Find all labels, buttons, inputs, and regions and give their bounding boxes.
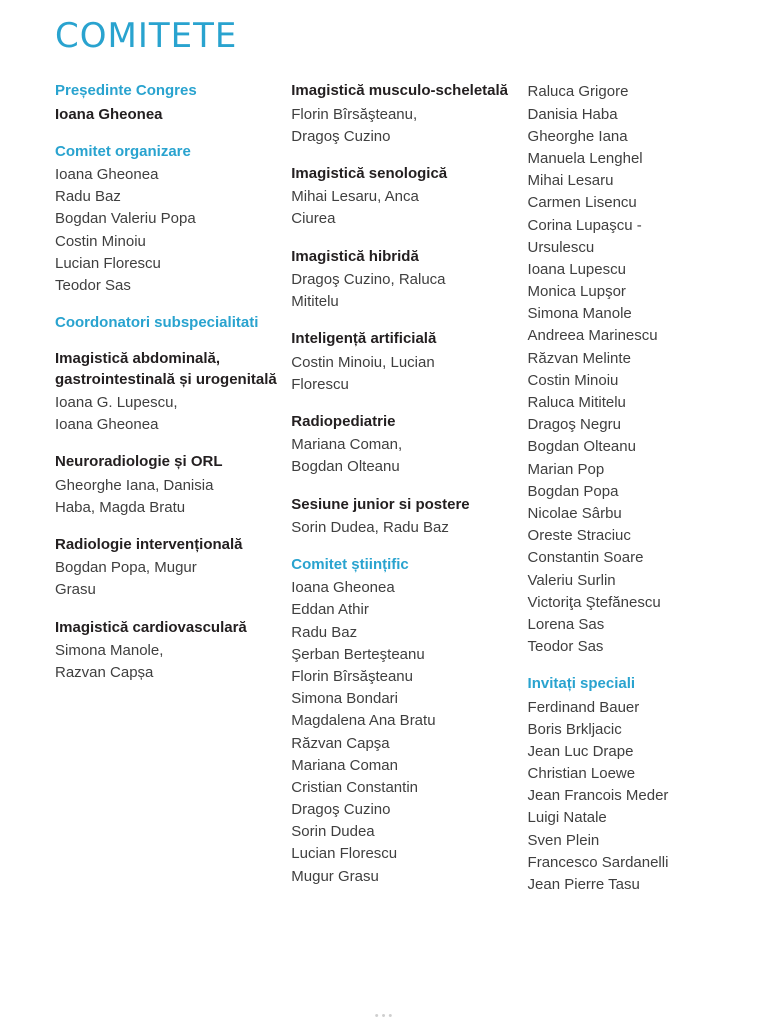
section-names xyxy=(291,186,513,230)
section-comitet-stiintific-continued xyxy=(528,81,730,658)
list-item: Bogdan Olteanu xyxy=(527,438,636,456)
list-item: Jean Pierre Tasu xyxy=(527,876,640,894)
list-item: Radu Baz xyxy=(55,188,121,206)
section-imagistica-abdominala xyxy=(55,349,277,436)
list-item: Sven Plein xyxy=(527,831,600,849)
section-heading: Sesiune junior si postere xyxy=(291,495,470,513)
list-item: Simona Bondari xyxy=(291,690,398,708)
list-item: Corina Lupaşcu - xyxy=(527,216,642,234)
section-heading: Imagistică senologică xyxy=(291,165,448,183)
section-heading: Radiologie intervențională xyxy=(55,535,243,553)
list-item: Radu Baz xyxy=(291,623,358,641)
list-item: Bogdan Popa, Mugur xyxy=(55,559,197,577)
column-left xyxy=(55,81,291,684)
list-item: Mititelu xyxy=(291,293,339,311)
list-item: Nicolae Sârbu xyxy=(527,504,622,522)
section-names xyxy=(291,434,513,478)
list-item: Ferdinand Bauer xyxy=(527,698,640,716)
list-item: Bogdan Valeriu Popa xyxy=(55,210,196,228)
list-item: Raluca Mititelu xyxy=(527,394,626,412)
section-names xyxy=(528,81,730,658)
columns-container xyxy=(55,81,730,896)
list-item: Ioana G. Lupescu, xyxy=(55,393,178,411)
list-item: Teodor Sas xyxy=(55,277,131,295)
list-item: Valeriu Surlin xyxy=(527,571,616,589)
list-item: Dragoş Cuzino xyxy=(291,127,391,145)
list-item: Costin Minoiu xyxy=(55,232,146,250)
list-item: Magdalena Ana Bratu xyxy=(291,712,436,730)
list-item: Boris Brkljacic xyxy=(527,720,622,738)
list-item: Marian Pop xyxy=(527,460,605,478)
column-middle xyxy=(291,81,527,887)
page-title: COMITETE xyxy=(55,16,238,56)
list-item: Simona Manole xyxy=(527,305,632,323)
list-item: Dragoş Cuzino, Raluca xyxy=(291,270,446,288)
section-invitati-speciali xyxy=(528,674,730,896)
list-item: Bogdan Olteanu xyxy=(291,458,400,476)
section-heading: Comitet științific xyxy=(291,555,409,573)
section-neuroradiologie-orl xyxy=(55,452,277,519)
section-presedinte-congres xyxy=(55,81,277,125)
section-heading: Invitați speciali xyxy=(527,675,636,693)
section-names xyxy=(291,577,513,888)
section-heading: Președinte Congres xyxy=(55,82,197,100)
list-item: Dragoş Cuzino xyxy=(291,801,391,819)
list-item: Mihai Lesaru xyxy=(527,172,614,190)
section-names xyxy=(55,164,277,297)
section-inteligenta-artificiala xyxy=(291,329,513,396)
list-item: Ursulescu xyxy=(527,238,595,256)
list-item: Florin Bîrsăşteanu xyxy=(291,667,413,685)
section-names xyxy=(55,104,277,126)
list-item: Florescu xyxy=(291,375,349,393)
footer-mark: ••• xyxy=(374,1010,396,1022)
list-item: Andreea Marinescu xyxy=(527,327,658,345)
section-heading: Coordonatori subspecialitati xyxy=(55,314,259,332)
section-names xyxy=(291,352,513,396)
section-imagistica-senologica xyxy=(291,164,513,231)
list-item: Bogdan Popa xyxy=(527,482,619,500)
list-item: Ioana Gheonea xyxy=(291,579,395,597)
section-imagistica-cardiovasculara xyxy=(55,618,277,685)
list-item: Mariana Coman xyxy=(291,756,398,774)
list-item: Christian Loewe xyxy=(527,765,636,783)
list-item: Ciurea xyxy=(291,210,336,228)
list-item: Raluca Grigore xyxy=(527,83,629,101)
list-item: Haba, Magda Bratu xyxy=(55,498,186,516)
section-names xyxy=(55,640,277,684)
section-comitet-organizare xyxy=(55,142,277,297)
section-radiologie-interventionala xyxy=(55,535,277,602)
list-item: Victoriţa Ştefănescu xyxy=(527,593,661,611)
list-item: Carmen Lisencu xyxy=(527,194,637,212)
column-right xyxy=(528,81,730,896)
list-item: Mugur Grasu xyxy=(291,867,379,885)
list-item: Ioana Gheonea xyxy=(55,166,159,184)
section-radiopediatrie xyxy=(291,412,513,479)
list-item: Constantin Soare xyxy=(527,549,644,567)
section-names xyxy=(55,475,277,519)
list-item: Gheorghe Iana, Danisia xyxy=(55,476,214,494)
section-names xyxy=(291,269,513,313)
section-heading: Imagistică abdominală, gastrointestinală și urogenitală xyxy=(55,350,277,388)
list-item: Sorin Dudea, Radu Baz xyxy=(291,518,449,536)
list-item: Ioana Gheonea xyxy=(55,105,163,123)
section-heading: Imagistică musculo-scheletală xyxy=(291,82,509,100)
section-names xyxy=(528,697,730,897)
list-item: Simona Manole, xyxy=(55,641,164,659)
list-item: Dragoş Negru xyxy=(527,416,621,434)
list-item: Costin Minoiu xyxy=(527,371,619,389)
section-names xyxy=(55,392,277,436)
list-item: Oreste Straciuc xyxy=(527,527,631,545)
list-item: Costin Minoiu, Lucian xyxy=(291,353,435,371)
list-item: Teodor Sas xyxy=(527,638,604,656)
list-item: Danisia Haba xyxy=(527,105,618,123)
list-item: Lucian Florescu xyxy=(291,845,398,863)
section-sesiune-junior-postere xyxy=(291,495,513,539)
section-heading: Radiopediatrie xyxy=(291,412,396,430)
list-item: Monica Lupşor xyxy=(527,283,626,301)
list-item: Razvan Capșa xyxy=(55,664,154,682)
list-item: Şerban Berteşteanu xyxy=(291,645,425,663)
section-heading: Neuroradiologie și ORL xyxy=(55,453,223,471)
section-heading: Imagistică hibridă xyxy=(291,247,419,265)
list-item: Răzvan Capşa xyxy=(291,734,390,752)
list-item: Ioana Lupescu xyxy=(527,260,626,278)
list-item: Cristian Constantin xyxy=(291,778,418,796)
section-imagistica-musculo-scheletala xyxy=(291,81,513,148)
list-item: Gheorghe Iana xyxy=(527,127,628,145)
list-item: Manuela Lenghel xyxy=(527,149,643,167)
section-heading: Inteligență artificială xyxy=(291,330,437,348)
section-heading: Comitet organizare xyxy=(55,142,191,160)
list-item: Grasu xyxy=(55,581,96,599)
list-item: Mihai Lesaru, Anca xyxy=(291,188,419,206)
list-item: Jean Luc Drape xyxy=(527,742,634,760)
list-item: Eddan Athir xyxy=(291,601,369,619)
list-item: Luigi Natale xyxy=(527,809,607,827)
list-item: Mariana Coman, xyxy=(291,436,403,454)
list-item: Lucian Florescu xyxy=(55,254,161,272)
section-imagistica-hibrida xyxy=(291,247,513,314)
section-names xyxy=(55,557,277,601)
section-coordonatori-subspecialitati xyxy=(55,313,277,333)
list-item: Florin Bîrsăşteanu, xyxy=(291,105,418,123)
section-heading: Imagistică cardiovasculară xyxy=(55,618,247,636)
section-names xyxy=(291,517,513,539)
list-item: Ioana Gheonea xyxy=(55,416,159,434)
list-item: Francesco Sardanelli xyxy=(527,853,669,871)
list-item: Jean Francois Meder xyxy=(527,787,669,805)
list-item: Sorin Dudea xyxy=(291,823,375,841)
section-names xyxy=(291,104,513,148)
list-item: Răzvan Melinte xyxy=(527,349,631,367)
list-item: Lorena Sas xyxy=(527,615,605,633)
section-comitet-stiintific xyxy=(291,555,513,888)
